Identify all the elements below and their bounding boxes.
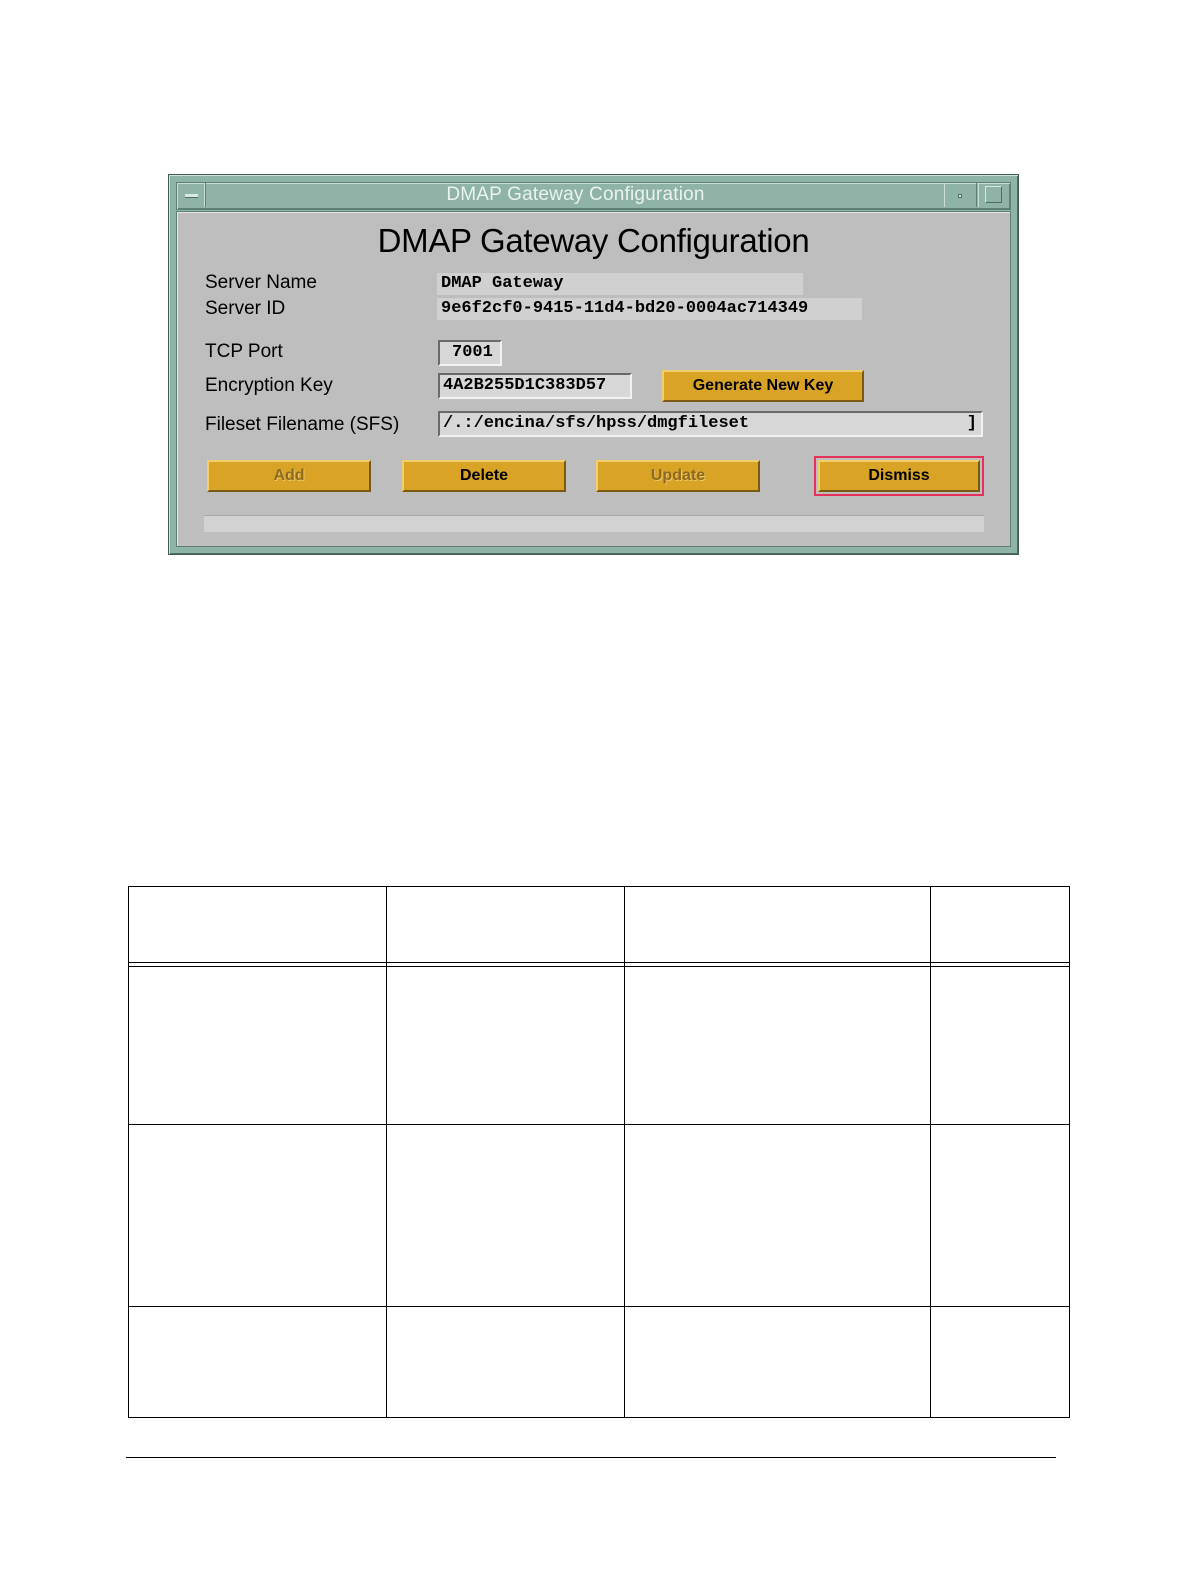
dialog-body [176, 211, 1011, 547]
window-title: DMAP Gateway Configuration [446, 184, 705, 205]
table-header-rule [129, 962, 1069, 963]
table-row-divider [129, 1124, 1069, 1125]
table-header-rule [129, 966, 1069, 967]
window-menu-icon [185, 194, 198, 198]
encryption-key-label: Encryption Key [205, 375, 333, 396]
window-titlebar[interactable] [176, 182, 1011, 210]
server-id-value: 9e6f2cf0-9415-11d4-bd20-0004ac714349 [437, 298, 862, 320]
dmap-gateway-config-window [168, 174, 1019, 555]
maximize-icon [985, 186, 1002, 203]
server-id-label: Server ID [205, 298, 286, 319]
delete-button[interactable]: Delete [402, 460, 566, 492]
update-button[interactable]: Update [596, 460, 760, 492]
dismiss-button[interactable]: Dismiss [818, 460, 980, 492]
dialog-heading: DMAP Gateway Configuration [377, 222, 810, 259]
generate-new-key-button[interactable]: Generate New Key [662, 370, 864, 402]
encryption-key-input[interactable]: 4A2B255D1C383D57 [438, 373, 632, 399]
minimize-button[interactable] [944, 183, 977, 207]
document-table [128, 886, 1070, 1418]
tcp-port-label: TCP Port [205, 341, 283, 362]
window-menu-button[interactable] [177, 183, 206, 207]
fileset-filename-label: Fileset Filename (SFS) [205, 414, 400, 435]
tcp-port-input[interactable]: 7001 [438, 340, 502, 366]
status-bar [204, 515, 984, 532]
maximize-button[interactable] [978, 183, 1010, 207]
server-name-label: Server Name [205, 272, 317, 293]
field-end-mark: ] [966, 414, 977, 433]
page-footer-rule [126, 1457, 1056, 1458]
fileset-filename-value: /.:/encina/sfs/hpss/dmgfileset [443, 414, 750, 433]
table-row-divider [129, 1306, 1069, 1307]
server-name-value: DMAP Gateway [437, 273, 803, 295]
minimize-icon [958, 194, 962, 198]
add-button[interactable]: Add [207, 460, 371, 492]
fileset-filename-input[interactable] [438, 411, 983, 437]
